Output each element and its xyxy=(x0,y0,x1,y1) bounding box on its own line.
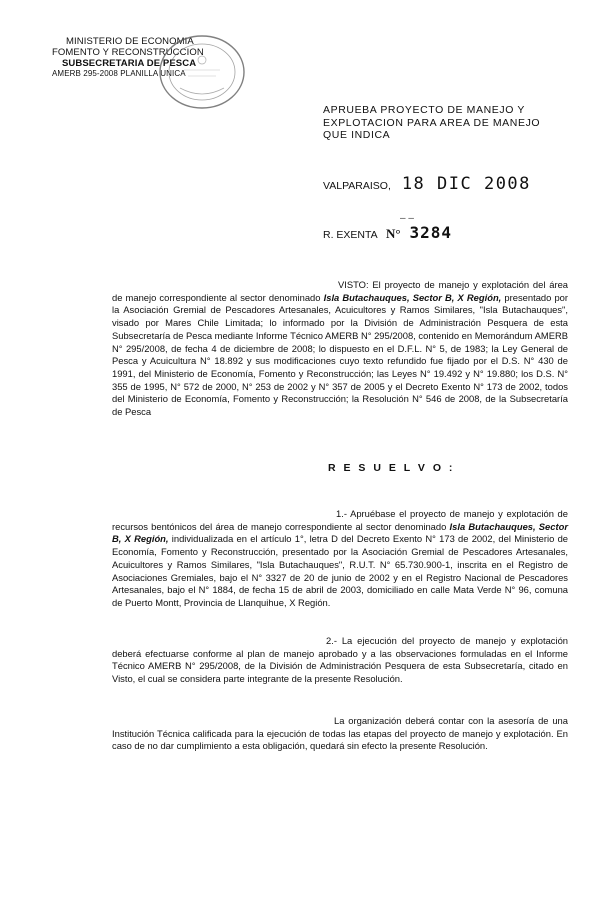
article-1-lead: 1.- Apruébase el proyecto de manejo y explotación de recursos bentónicos del área de manejo correspondiente al sector denominado xyxy=(112,508,568,532)
organization-paragraph xyxy=(112,715,568,753)
subsecretaria-line: SUBSECRETARIA DE PESCA xyxy=(62,58,197,69)
date-line xyxy=(323,174,531,194)
resolution-number-line xyxy=(323,213,453,242)
visto-lead: VISTO: El proyecto de manejo y explotación del área de manejo correspondiente al sector denominado xyxy=(112,279,568,303)
number-dash-mark: – – xyxy=(400,213,414,224)
article-1-sector: Isla Butachauques, Sector B, X Región, xyxy=(112,520,568,545)
number-sign: N° xyxy=(386,226,401,241)
article-1-rest: individualizada en el artículo 1°, letra D del Decreto Exento N° 173 de 2002, del Ministerio de Economía, Fomento y Reconstrucción, presentado por la Asociación Gremial de Pescadores Artesanales, Acuicultores y Ramos Similares, "Isla Butachauques", R.U.T. N° 65.730.900-1, inscrita en el Registro de Asociaciones Gremiales, bajo el N° 3327 de 20 de junio de 2002 y en el Registro Nacional de Pescadores Artesanales, bajo el N° 1884, de fecha 15 de abril de 2003, domiciliado en calle Mata Verde N° 96, comuna de Puerto Montt, Provincia de Llanquihue, X Región. xyxy=(112,533,568,608)
article-1-paragraph xyxy=(112,508,568,610)
ministry-line-2: FOMENTO Y RECONSTRUCCION xyxy=(52,47,204,58)
official-seal-stamp xyxy=(150,30,250,114)
visto-rest: presentado por la Asociación Gremial de Pescadores Artesanales, Acuicultores y Ramos Similares, "Isla Butachauques", visado por Mares Chile Limitada; lo informado por la División de Administración Pesquera de esta Subsecretaría de Pesca mediante Informe Técnico AMERB N° 295/2008, contenido en Memorándum AMERB N° 295/2008, de fecha 4 de diciembre de 2008; lo dispuesto en el D.F.L. N° 5, de 1983; la Ley General de Pesca y Acuicultura N° 18.892 y sus modificaciones cuyo texto refundido fue fijado por el D.S. N° 430 de 1991, del Ministerio de Economía, Fomento y Reconstrucción; las Leyes N° 19.492 y N° 19.880; los D.S. N° 355 de 1995, N° 572 de 2000, N° 253 de 2002 y N° 357 de 2005 y el Decreto Exento N° 173 de 2002, todos del Ministerio de Economía, Fomento y Reconstrucción; la Resolución N° 546 de 2008, de la Subsecretaría de Pesca xyxy=(112,291,569,418)
ministry-line: MINISTERIO DE ECONOMIA xyxy=(66,36,194,47)
reference-line: AMERB 295-2008 PLANILLA UNICA xyxy=(52,69,186,78)
date-stamp: 18 DIC 2008 xyxy=(401,174,531,194)
resolution-number-stamp: 3284 xyxy=(409,223,453,242)
document-title: APRUEBA PROYECTO DE MANEJO Y EXPLOTACION PARA AREA DE MANEJO QUE INDICA xyxy=(323,104,541,141)
date-place: VALPARAISO, xyxy=(323,180,391,192)
visto-sector: Isla Butachauques, Sector B, X Región, xyxy=(323,291,502,303)
resuelvo-heading: R E S U E L V O : xyxy=(328,462,455,474)
organization-text: La organización deberá contar con la asesoría de una Institución Técnica calificada para la ejecución de todas las etapas del proyecto de manejo y explotación. En caso de no dar cumplimiento a esta obligación, quedará sin efecto la presente Resolución. xyxy=(112,715,568,752)
article-2-paragraph xyxy=(112,635,568,686)
resolution-label: R. EXENTA xyxy=(323,229,378,241)
visto-paragraph xyxy=(112,279,568,419)
article-2-text: 2.- La ejecución del proyecto de manejo y explotación deberá efectuarse conforme al plan de manejo aprobado y a las observaciones formuladas en el Informe Técnico AMERB N° 295/2008, de la División de Administración Pesquera de esta Subsecretaría, citado en Visto, el cual se considera parte integrante de la presente Resolución. xyxy=(112,635,568,685)
